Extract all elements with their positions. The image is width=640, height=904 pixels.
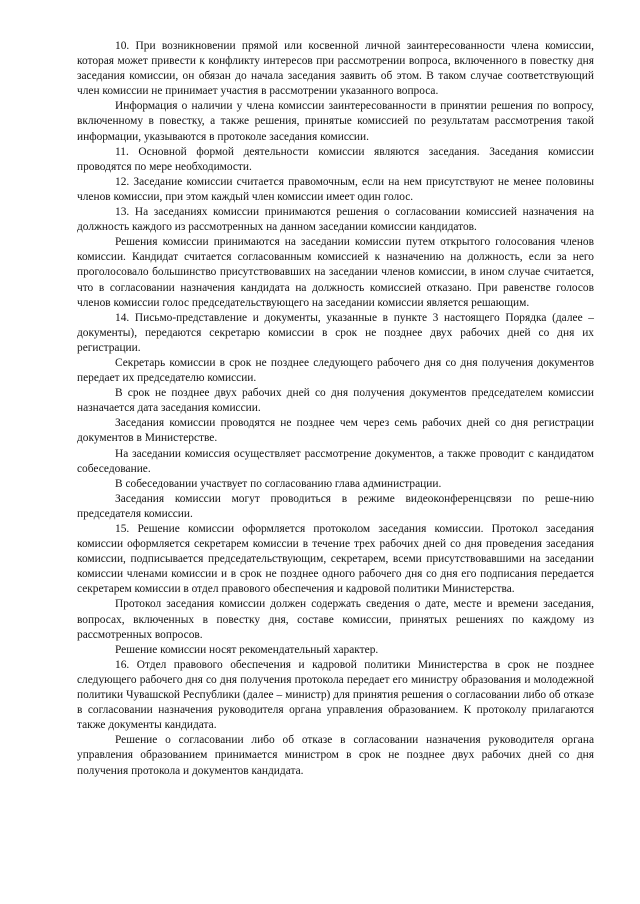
paragraph-11-main-form: 11. Основной формой деятельности комиссии являются заседания. Заседания комиссии проводятся по мере необходимости. <box>77 145 594 173</box>
paragraph-meeting-date: В срок не позднее двух рабочих дней со дня получения документов председателем комиссии назначается дата заседания комиссии. <box>77 387 594 415</box>
paragraph-10-conflict-of-interest: 10. При возникновении прямой или косвенной личной заинтересованности члена комиссии, которая может привести к конфликту интересов при рассмотрении вопроса, включенного в повестку дня заседания комиссии, он обязан до начала заседания заявить об этом. В таком случае соответствующий член комиссии не принимает участия в рассмотрении указанного вопроса. <box>77 40 594 98</box>
paragraph-final-decision: Решение о согласовании либо об отказе в согласовании назначения руководителя органа управления образованием принимается министром в срок не позднее двух рабочих дней со дня получения протокола и документов кандидата. <box>77 734 594 777</box>
paragraph-13-decisions: 13. На заседаниях комиссии принимаются решения о согласовании комиссией назначения на должность каждого из рассмотренных на данном заседании комиссии кандидатов. <box>77 206 594 234</box>
paragraph-interest-info: Информация о наличии у члена комиссии заинтересованности в принятии решения по вопросу, включенному в повестку, а также решения, принятые комиссией по результатам рассмотрения такой информации, указываются в протоколе заседания комиссии. <box>77 100 594 143</box>
paragraph-voting: Решения комиссии принимаются на заседании комиссии путем открытого голосования членов комиссии. Кандидат считается согласованным комиссией к назначению на должность, если за него проголосовало большинство присутствовавших на заседании членов комиссии, в ином случае считается, что в согласовании назначения кандидата на должность комиссией отказано. При равенстве голосов членов комиссии голос председательствующего на заседании комиссии является решающим. <box>77 236 594 309</box>
paragraph-videoconference: Заседания комиссии могут проводиться в режиме видеоконференцсвязи по реше-нию председателя комиссии. <box>77 492 594 520</box>
paragraph-15-protocol: 15. Решение комиссии оформляется протоколом заседания комиссии. Протокол заседания комиссии оформляется секретарем комиссии в течение трех рабочих дней со дня проведения заседания комиссии, подписывается председательствующим, секретарем, всеми присутствовавшими на заседании комиссии членами комиссии и в срок не позднее одного рабочего дня со дня его подписания передается секретарем комиссии в отдел правового обеспечения и кадровой политики Министерства. <box>77 523 594 596</box>
paragraph-16-minister: 16. Отдел правового обеспечения и кадровой политики Министерства в срок не позднее следующего рабочего дня со дня получения протокола передает его министру образования и молодежной политики Чувашской Республики (далее – министр) для принятия решения о согласовании либо об отказе в согласовании назначения руководителя органа управления образованием. К протоколу прилагаются также документы кандидата. <box>77 658 594 732</box>
paragraph-14-documents: 14. Письмо-представление и документы, указанные в пункте 3 настоящего Порядка (далее – документы), передаются секретарю комиссии в срок не позднее двух рабочих дней со дня их регистрации. <box>77 311 594 354</box>
paragraph-meeting-deadline: Заседания комиссии проводятся не позднее чем через семь рабочих дней со дня регистрации документов в Министерстве. <box>77 417 594 445</box>
paragraph-interview: На заседании комиссия осуществляет рассмотрение документов, а также проводит с кандидатом собеседование. <box>77 447 594 475</box>
paragraph-12-quorum: 12. Заседание комиссии считается правомочным, если на нем присутствуют не менее половины членов комиссии, при этом каждый член комиссии имеет один голос. <box>77 175 594 203</box>
paragraph-recommendation: Решение комиссии носят рекомендательный характер. <box>115 643 379 656</box>
document-body <box>77 39 594 779</box>
paragraph-head-participation: В собеседовании участвует по согласованию глава администрации. <box>115 477 442 490</box>
paragraph-secretary: Секретарь комиссии в срок не позднее следующего рабочего дня со дня получения документов передает их председателю комиссии. <box>77 356 594 385</box>
paragraph-protocol-content: Протокол заседания комиссии должен содержать сведения о дате, месте и времени заседания, вопросах, включенных в повестку дня, составе комиссии, принятых решениях по каждому из рассмотренных вопросов. <box>77 598 594 641</box>
